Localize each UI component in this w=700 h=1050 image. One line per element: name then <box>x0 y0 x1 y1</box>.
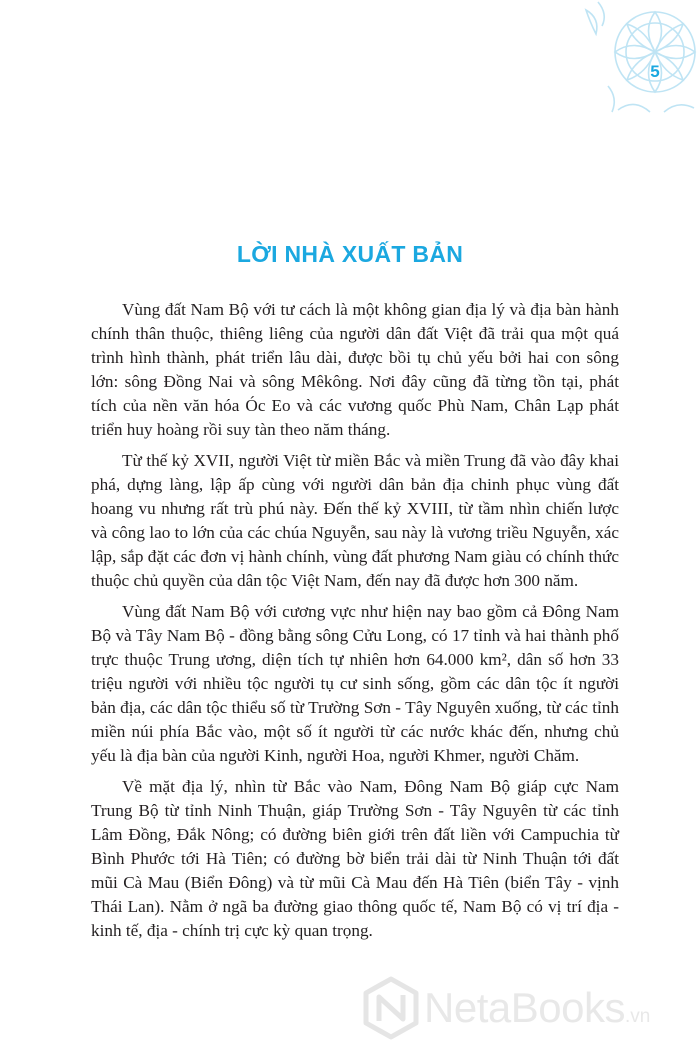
watermark-brand: NetaBooks <box>424 984 625 1031</box>
netabooks-logo-icon <box>362 975 420 1041</box>
body-text <box>91 298 619 950</box>
floral-ornament-icon <box>578 0 700 120</box>
watermark-text <box>424 984 650 1032</box>
paragraph: Vùng đất Nam Bộ với tư cách là một không gian địa lý và địa bàn hành chính thân thuộc, thiêng liêng của người dân đất Việt đã trải qua một quá trình hình thành, phát triển lâu dài, được bồi tụ chủ yếu bởi hai con sông lớn: sông Đồng Nai và sông Mêkông. Nơi đây cũng đã từng tồn tại, phát tích của nền văn hóa Óc Eo và các vương quốc Phù Nam, Chân Lạp phát triển huy hoàng rồi suy tàn theo năm tháng. <box>91 300 619 439</box>
watermark <box>362 975 700 1050</box>
page-number: 5 <box>650 62 660 81</box>
page-title: LỜI NHÀ XUẤT BẢN <box>236 241 464 267</box>
watermark-suffix: .vn <box>624 1006 651 1027</box>
paragraph: Từ thế kỷ XVII, người Việt từ miền Bắc và miền Trung đã vào đây khai phá, dựng làng, lập ấp cùng với người dân bản địa chinh phục vùng đất hoang vu nhưng rất trù phú này. Đến thế kỷ XVIII, từ tầm nhìn chiến lược và công lao to lớn của các chúa Nguyễn, sau này là vương triều Nguyễn, xác lập, sắp đặt các đơn vị hành chính, vùng đất phương Nam giàu có chính thức thuộc chủ quyền của dân tộc Việt Nam, đến nay đã được hơn 300 năm. <box>91 451 619 590</box>
paragraph: Vùng đất Nam Bộ với cương vực như hiện nay bao gồm cả Đông Nam Bộ và Tây Nam Bộ - đồng bằng sông Cửu Long, có 17 tỉnh và hai thành phố trực thuộc Trung ương, diện tích tự nhiên hơn 64.000 km², dân số hơn 33 triệu người với nhiều tộc người tụ cư sinh sống, gồm các dân tộc ít người bản địa, các dân tộc thiểu số từ Trường Sơn - Tây Nguyên xuống, từ các tỉnh miền núi phía Bắc vào, một số ít người từ các nước khác đến, nhưng chủ yếu là địa bàn của người Kinh, người Hoa, người Khmer, người Chăm. <box>91 602 619 765</box>
paragraph: Về mặt địa lý, nhìn từ Bắc vào Nam, Đông Nam Bộ giáp cực Nam Trung Bộ từ tỉnh Ninh Thuận, giáp Trường Sơn - Tây Nguyên từ các tỉnh Lâm Đồng, Đắk Nông; có đường biên giới trên đất liền với Campuchia từ Bình Phước tới Hà Tiên; có đường bờ biển trải dài từ Ninh Thuận tới đất mũi Cà Mau (Biển Đông) và từ mũi Cà Mau đến Hà Tiên (biển Tây - vịnh Thái Lan). Nằm ở ngã ba đường giao thông quốc tế, Nam Bộ có vị trí địa - kinh tế, địa - chính trị cực kỳ quan trọng. <box>91 777 619 940</box>
